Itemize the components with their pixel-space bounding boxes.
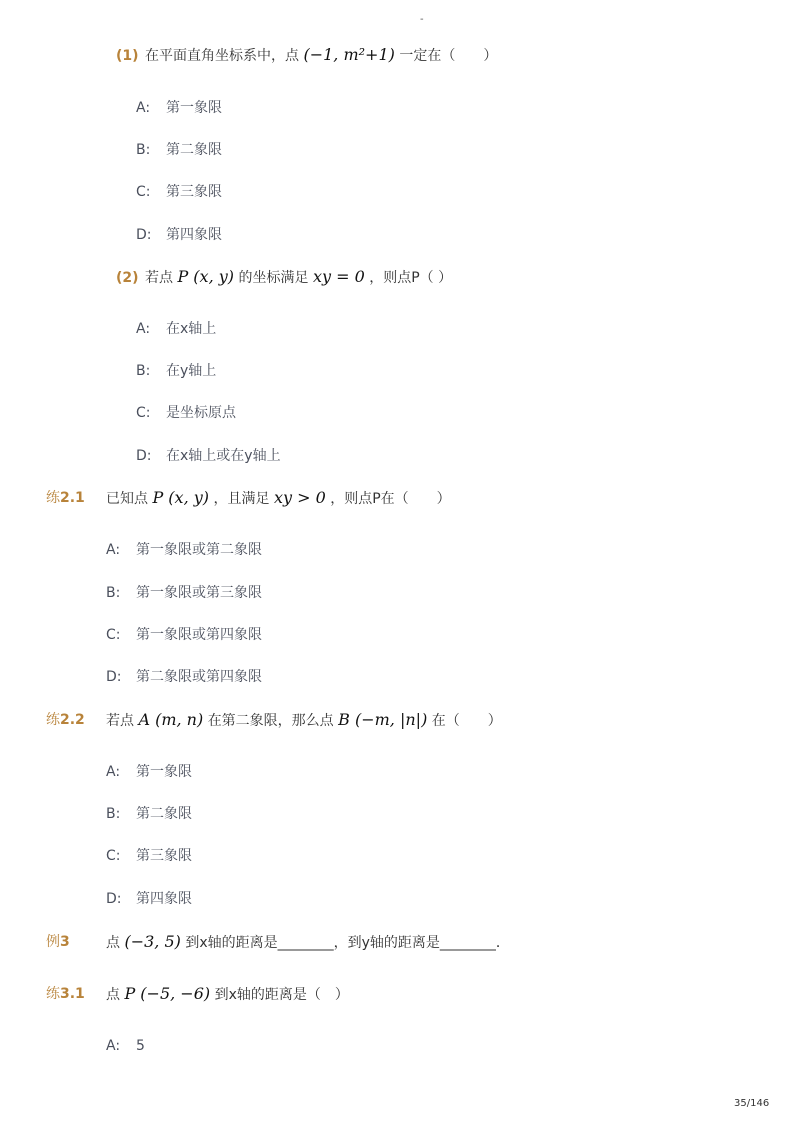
example-label: 例3 [46, 934, 70, 950]
exercise-label: 练3.1 [46, 986, 85, 1002]
option-b[interactable]: B: 第二象限 [136, 142, 222, 158]
math-expression: (−3, 5) [124, 932, 181, 951]
math-expression: (−1, m²+1) [303, 45, 395, 64]
question-text: 若点 [145, 270, 173, 286]
math-expression-2: xy > 0 [273, 488, 326, 507]
question-text: 在平面直角坐标系中，点 [145, 48, 299, 64]
exercise-label: 练2.1 [46, 490, 85, 506]
math-expression: P (−5, −6) [124, 984, 211, 1003]
exercise-2-1: 已知点 P (x, y) ，且满足 xy > 0 ，则点P在（ ） [106, 488, 451, 507]
exercise-label: 练2.2 [46, 712, 85, 728]
option-b[interactable]: B: 第一象限或第三象限 [106, 585, 262, 601]
option-a[interactable]: A: 5 [106, 1038, 145, 1054]
option-a[interactable]: A: 第一象限或第二象限 [106, 542, 262, 558]
question-label: (1) [116, 48, 139, 64]
math-expression: P (x, y) [152, 488, 210, 507]
option-d[interactable]: D: 在x轴上或在y轴上 [136, 448, 281, 464]
option-d[interactable]: D: 第二象限或第四象限 [106, 669, 262, 685]
option-d[interactable]: D: 第四象限 [106, 891, 192, 907]
math-expression-2: B (−m, |n|) [338, 710, 428, 729]
math-expression: P (x, y) [177, 267, 235, 286]
question-label: (2) [116, 270, 139, 286]
question-1 [116, 45, 497, 66]
question-text-end: 一定在（ ） [399, 48, 498, 64]
option-c[interactable]: C: 第三象限 [106, 848, 192, 864]
option-b[interactable]: B: 在y轴上 [136, 363, 217, 379]
math-expression: A (m, n) [138, 710, 204, 729]
exercise-2-2: 若点 A (m, n) 在第二象限，那么点 B (−m, |n|) 在（ ） [106, 710, 502, 729]
option-a[interactable]: A: 第一象限 [136, 100, 222, 116]
option-c[interactable]: C: 第一象限或第四象限 [106, 627, 262, 643]
top-mark: - [420, 14, 424, 25]
option-c[interactable]: C: 第三象限 [136, 184, 222, 200]
question-text-mid: 的坐标满足 [238, 270, 309, 286]
math-expression-2: xy = 0 [312, 267, 365, 286]
question-text-end: ，则点P（ ） [369, 270, 453, 286]
option-a[interactable]: A: 在x轴上 [136, 321, 217, 337]
option-c[interactable]: C: 是坐标原点 [136, 405, 236, 421]
example-3: 点 (−3, 5) 到x轴的距离是________，到y轴的距离是________． [106, 932, 510, 951]
option-b[interactable]: B: 第二象限 [106, 806, 192, 822]
option-d[interactable]: D: 第四象限 [136, 227, 222, 243]
option-a[interactable]: A: 第一象限 [106, 764, 192, 780]
exercise-3-1: 点 P (−5, −6) 到x轴的距离是（ ） [106, 984, 349, 1003]
page-number: 35/146 [734, 1098, 770, 1109]
question-2 [116, 267, 452, 288]
